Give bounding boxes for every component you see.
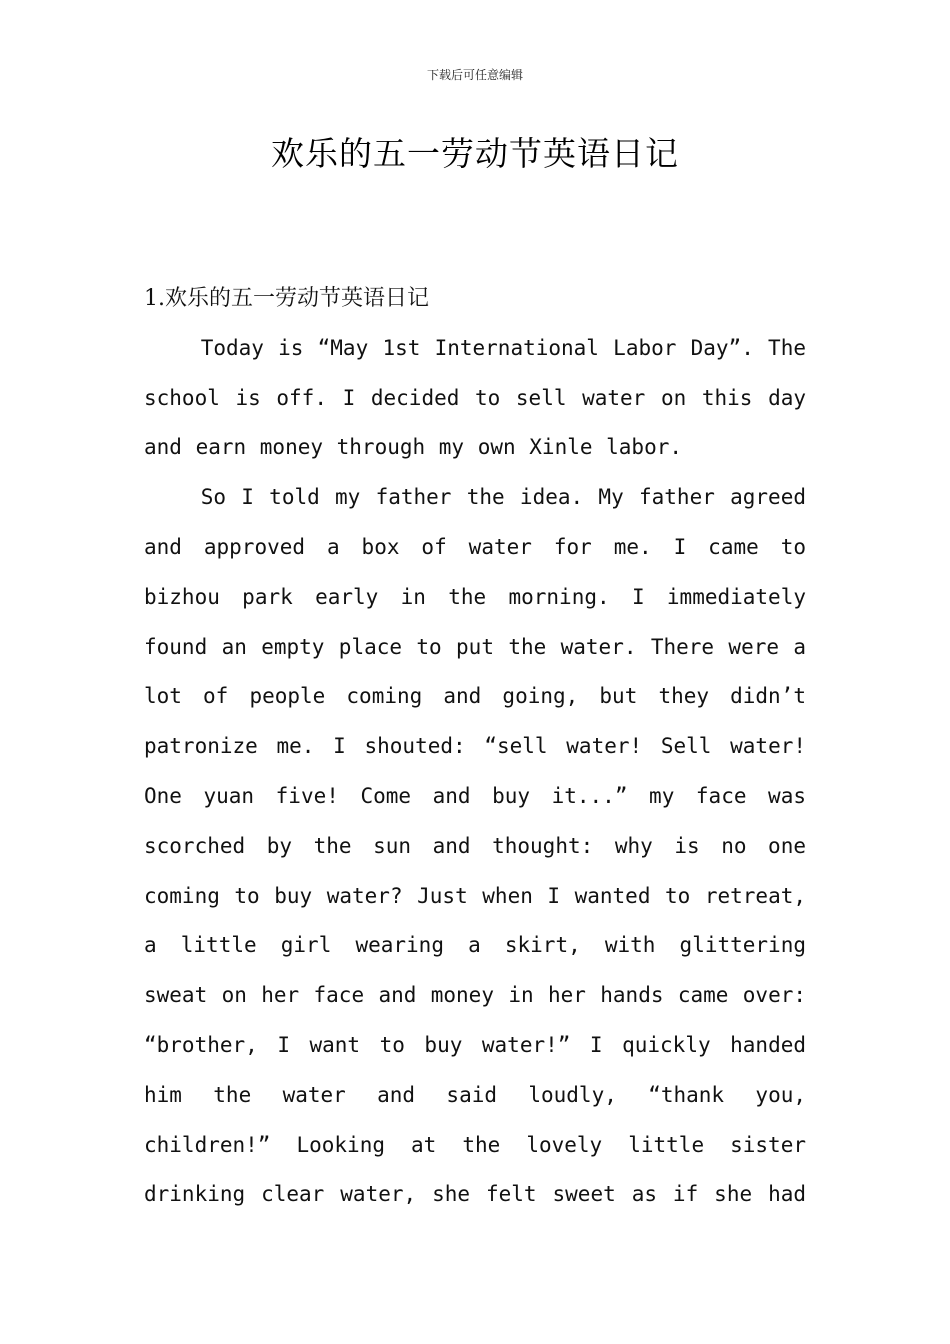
paragraph-1: Today is “May 1st International Labor Day”. The school is off. I decided to sell water on this day and earn money through my own Xinle labor. xyxy=(144,335,806,460)
document-title: 欢乐的五一劳动节英语日记 xyxy=(271,134,679,173)
document-body xyxy=(144,274,806,1220)
header-note: 下载后可任意编辑 xyxy=(426,68,523,82)
paragraph-2: So I told my father the idea. My father agreed and approved a box of water for me. I came to bizhou park early in the morning. I immediately found an empty place to put the water. There were a lot of people coming and going, but they didn’t patronize me. I shouted: “sell water! Sell water! One yuan five! Come and buy it...” my face was scorched by the sun and thought: why is no one coming to buy water? Just when I wanted to retreat, a little girl wearing a skirt, with glittering sweat on her face and money in her hands came over: “brother, I want to buy water!” I quickly handed him the water and said loudly, “thank you, children!” Looking at the lovely little sister drinking clear water, she felt sweet as if she had xyxy=(144,485,806,1207)
section-heading: 1.欢乐的五一劳动节英语日记 xyxy=(144,286,429,311)
